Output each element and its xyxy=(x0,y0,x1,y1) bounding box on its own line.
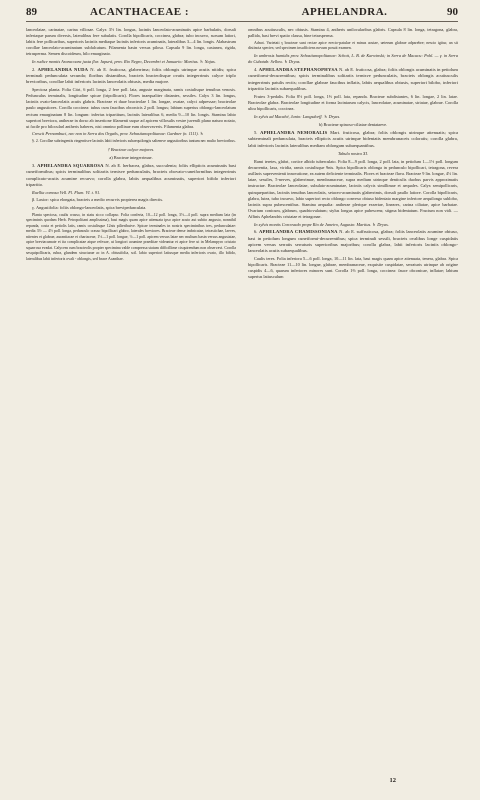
locality-note: In rudice montis Araracoara juxta flur. Japurá, prov. Rio Negro, Decembri et Januario: Martius. ♄ Najas. xyxy=(32,59,216,65)
paragraph: Rami teretes, glabri, cortice albido tuberculato. Folia 8—9 poll. longa, 2 poll. lata, in petiolum 1—1½ poll. longum decurrentia, laxa, viridia, ramis costulisque 9nis. Spica bipollicaris oblonga in pedunculo bipollicari, tetragona, revera axillaris supervenienti innovatione, ea autem deficiente terminalis. Flores et bracteae flava. Bracteae 9 lin. longae, 4⅓ lin. latae, sessiles, 5-nerves, glaberrimae, membranaceae, supra medium utrinque denticulis duobus parvis approximatis instructae. Bracteolae lanceolatae, subulato-acuminatae, laciniis calycis simillimae et aequales. Calyx semipollicaris, quinquepartitus, laciniis tenuibus lanceolatis, setaceo-acuminatis glaberrimis, dorsali paullo latiore. Corolla bipollicaris, glabra, lutea, tubo incurvo, labio superiori recto oblongo convexo obtuso bidentato margine inferiore aequilongo sublobo, laciniis supra pubescentibus. Stamina aequalia: antherae plerique exsertae, lineares, carina ciliatae, apice barbatae. Ovarium conicum, glabrum, quadriovulatum; stylus longus apice pubescens; stigma bidentatum. Fructum non vidi. — Affinis Aphelandris cristatae et tetragonae. xyxy=(248,159,458,219)
species-diagnosis: N. ab E. suffruticosa, glabra; foliis lanceolatis acumine obtuso, basi in petiolum longum cuneiformi-decurrentibus; spica terminali sessili, bracteis ovalibus longe cuspidatis apicem versus serratis serraturis superioribus majoribus; corolla glabra, labii inferioris laciniis oblongo-lanceolatis acutis subaequalibus. xyxy=(248,229,458,254)
paragraph: γ. Angustifolia: foliis oblongo-lanceolatis, spica brevipedunculata. xyxy=(32,205,147,211)
species-number: 3. xyxy=(32,162,36,168)
left-page-number: 89 xyxy=(26,6,37,18)
species-heading xyxy=(26,163,236,188)
species-diagnosis: N. ab E. fruticosa, glabra; foliis oblongis acuminatis in petiolum cuneiformi-decurrentibus; spicis terminalibus solitariis ternisve pedunculatis, bracteis oblongis acutiusculis integerrimis patulis rectis; corollae glabrae faucibus inflatis, labiis aequalibus obtusis, superiori bilobo, inferiori tripartito laciniis subaequalibus. xyxy=(248,67,458,92)
species-number: 2. xyxy=(32,66,36,72)
species-number: 4. xyxy=(254,67,258,73)
locality-note: In sylvis ad Macahé, Junio: Langsdorff. ♄ Dryas. xyxy=(254,113,341,119)
species-heading xyxy=(248,130,458,149)
locality-note: Crescit Pernambuci, nec non in Serra dos Orgaõs, prov. Sebastianopolitanae: Gardner (n. 1111). ♄ xyxy=(32,131,204,137)
signature-mark: 12 xyxy=(389,777,396,784)
paragraph: omnibus acutiusculis, nec obtusis. Stamina 4, antheris unilocularibus glabris. Capsula 8 lin. longa, tetragona, glabra, pallida, basi brevi spatio clausa, bine tetrasperma. xyxy=(248,27,458,39)
section-label: a) Bracteae integerrimae. xyxy=(109,154,153,160)
species-number: 5. xyxy=(254,130,258,136)
text-columns xyxy=(26,27,458,787)
paragraph: Planta speciosa, caulis crasso, in statu sicco collapso. Folia conferta, 10—12 poll. longa, 3½—4 poll. supra medium lata (in speciminis quodam Herb. Petropolitani amplissima), basi magis quam apice attenuata ipso apice acuto aut subito angusto, nonnihil repanda, costa et petiolis latis, ramis costulisque 12nis pilieributve. Spicae terminales in nostris speciminibus tres, pedunculatae: media 3½ — 4½ poll. longa, pedunculo crasso bipollicari glabro, laterales breviores. Bracteae dense imbricatae, tetrastichae, laeves, nitentes et glabrae, aurantiacae et chartaceae, 1½—1 poll. longae, ½—1 poll. apicem versus latae nec multum basin versus angustatae, apice breviacumate et ita complicatae atque refexae, ut longiori acumine praeditae videantur et apice fere ut in Melampyro cristato squarrosa evadat. Calycem cum bracteolis propter specimina valde compressa statum difficillime cisquirendum non observavi. Corolla sesquipollicaris, rubra, glandem structurae ac in A. obtusifolia, scil. labio superiori latiusque media inferioris ovato, illo bifido, lateralibus labii inferioris ovali - oblongis, sed brace Acanthae. xyxy=(26,212,236,261)
section-label: Tabula nostra XI. xyxy=(337,150,369,156)
running-title-left: ACANTHACEAE : xyxy=(89,6,190,18)
species-diagnosis: N. ab E. fruticosa, glaberrima; foliis oblongis utrinque acutis nitidis; spica terminali pedunculata secunda; floribus distantibus, bracteis bracteolisque ovatis integerrimis calyce triplo brevioribus, corollae labii inferioris laciniis lanceolatis obtusis, media majore. xyxy=(26,66,236,85)
paragraph: Caulis teres. Folia inferiora 5—6 poll. longa, 10—11 lin. lata, basi magis quam apice attenuata, tenera, glabra. Spica bipollicaris. Bracteae 11—10 lin. longae, glabrae, membranaceae, exquisite cuspidatae, serraturis utrinque ab origine cuspidis 4—6, quarum inferiores minores sunt. Corolla 1⅔ poll. longa, coccinea: fauce obconicae, inflatae; labium superius latiusculum xyxy=(248,256,458,280)
page-header xyxy=(26,6,458,19)
right-page-number: 90 xyxy=(447,6,458,18)
species-heading xyxy=(248,67,458,92)
paragraph: §. 2. Corollae subringentis ringentisve laciniis labii inferioris subaequilongis saltemve angustioribus tantum nec multo brevioribus. xyxy=(32,139,236,144)
species-name: APHELANDRA NUDA xyxy=(37,66,89,72)
header-rule xyxy=(26,21,458,22)
species-diagnosis: N. ab E. herbacea, glabra, succulenta; foliis ellipticis acuminatis basi cuneiformibus; spicis terminalibus solitariis ternisve pedunculatis, bracteis obovato-cuneiformibus integerrimis complicato-acutis acumine recurvo; corolla glabra, labiis aequalibus acuminatis, superiori bifido inferiori tripartito. xyxy=(26,162,236,187)
section-label: † Bracteae calyce majores. xyxy=(107,146,155,152)
paragraph: Adnot. Varietati γ bracteae sunt rectae apice erecto-patulae et minus acutae, ueterum glabrae adparebre; nescio igitur, an sit distincta species; sed specimen insufficiens novum posuit examen. xyxy=(248,40,458,51)
species-name: APHELANDRA STEPHANOPHYSA xyxy=(258,67,338,73)
paragraph: lanceolatae, carinatae, carina villosae. Calyx 3½ lin. longus, laciniis lanceolato-acuminatis apice barbulatis, dorsali inferiaque parum diversis, lateralibus fere subulatis. Corolla bipollicaris, coccinea, glabra; tubo incurvo, sursum latiori, labiis fere pollicaribus, superioris laciniis mediaque laciniis inferioris acuminatis, lateralibus 3—4 lin. longis. Alabastrum corollae lanceolato-acuminatum subfalcatum. Filamenta basin versus pilosa. Capsula 9 lin. longa, castanea, rigida, tetrasperma. Semen discoideum, hilo emarginato. xyxy=(26,27,236,57)
locality-note: In umbrosis humidis prov. Sebastianopolitanae: Schott, L. B. de Karwinski; in Serra de Macacu: Pohl. — γ. in Serra do Cubatab: Sellow. ♄ Dryas. xyxy=(248,53,458,65)
locality-note: In sylvis montis Corcovado prope Rio de Janeiro, Augusto: Martius. ♄ Dryas. xyxy=(254,221,389,227)
species-heading xyxy=(248,229,458,254)
paragraph: Frutex 3-pedalis. Folia 8½ poll. longa, 1⅔ poll. lata, repanda. Bracteae subdistantes, 6 lin. longae, 2 lin. latae. Bracteolae glabra. Bracteolae longitudine et forma laciniarum calycis, lanceolatae, acuminatae, striatae, glabrae. Corolla ultra bipollicaris, coccinea. xyxy=(248,93,458,112)
species-number: 6. xyxy=(254,229,258,235)
species-diagnosis: Mart. fruticosa, glabra; foliis oblongis utrinque attenuatis; spica subterminali pedunculata, bracteis ellipticis acutis utrinque bidentatis membranaceis coloratis; corolla glabra, labii inferioris laciniis lateralibus mediam oblongam subaequantibus. xyxy=(248,130,458,148)
left-column xyxy=(26,27,236,787)
species-name: APHELANDRA CHAMISSONIANA xyxy=(259,229,338,235)
paragraph: Speciosa planta. Folia Citri, 6 poll. longa, 2 fere poll. lata, anguste marginata, ramis costulisque tenuibus venosis. Pedunculus terminalis, longitudine spicae (tripollicaris). Flores inaequaliter distantes, sessiles. Calyx 3 lin. longus, laciniis ovato-lanceolatis acutis glabris. Bracteae et duae bracteolae 1 lin. longae, ovatae, calyci adpressae; bracteolae paulo angustiores. Corolla coccinea: tubus cum faucibus obconicis 2 poll. longus; labium superius oblongo-lanceolatum rectum emarginatum 8 lin. longum: inferius tripartitum, laciniis lateralibus 6, media 9—10 lin. longis. Stamina labio superiori breviora, antherae in dorso ab insertione filamenti usque ad apicem villosulis vestre juvenili plano naturo notato, ut facile pro bilocularl antheris haberes, nisi omnino pollinae eum observaveris. Filamenta glabra. xyxy=(26,87,236,129)
species-heading xyxy=(26,67,236,86)
species-name: APHELANDRA SQUARROSA xyxy=(37,162,104,168)
section-label: b) Bracteae spinoso-ciliatae dentataeve. xyxy=(318,121,388,127)
paragraph: β. Laxior: spica elongata, bracteis a medio recurvis propterea magis directis. xyxy=(32,197,164,203)
right-column xyxy=(248,27,458,787)
species-name: APHELANDRA NEMORALIS xyxy=(260,130,328,136)
running-title-right: APHELANDRA. xyxy=(301,6,388,18)
locality-note: Ruellia comosa Vell. Fl. Flum. VI. t. 91. xyxy=(32,189,101,195)
